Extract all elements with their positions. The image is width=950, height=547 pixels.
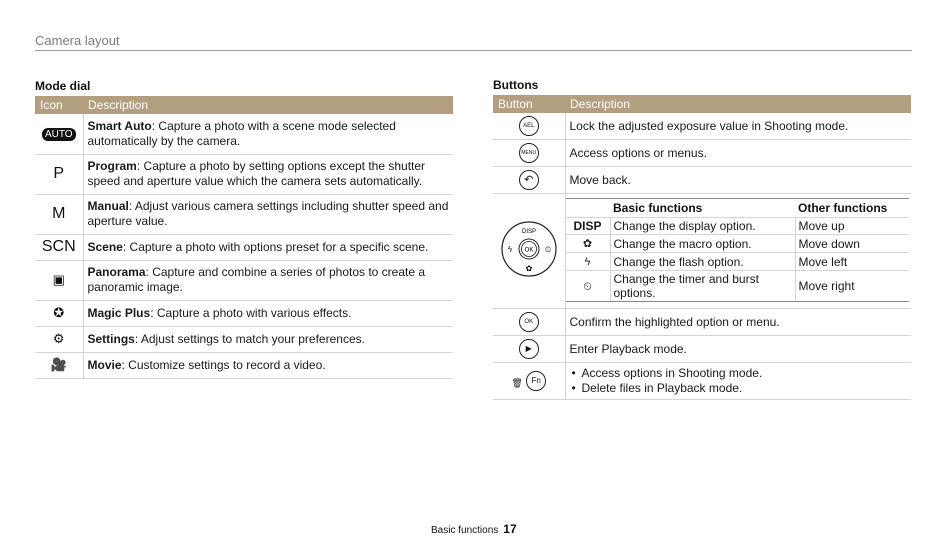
mode-description: : Capture a photo with various effects.	[150, 305, 352, 320]
mode-description: : Capture a photo with options preset for a specific scene.	[122, 239, 429, 254]
ael-button-icon: AEL	[519, 116, 539, 136]
navigation-dial-icon	[499, 219, 559, 279]
nav-row	[566, 271, 910, 302]
table-row	[35, 326, 453, 352]
mode-name: Magic Plus	[87, 305, 151, 320]
fn-button-icon: Fn	[526, 371, 546, 391]
mode-name: Scene	[87, 239, 123, 254]
nav-other-function: Move left	[795, 253, 909, 271]
manual-mode-icon: M	[52, 205, 66, 222]
magic-plus-mode-icon: ✪	[53, 305, 65, 320]
mode-name: Panorama	[87, 265, 146, 279]
dial-ok-label: OK	[524, 247, 534, 254]
button-description: Confirm the highlighted option or menu.	[565, 309, 911, 336]
auto-mode-icon: AUTO	[42, 128, 76, 141]
table-row	[35, 114, 453, 154]
table-row	[493, 309, 911, 336]
table-row	[493, 167, 911, 194]
settings-mode-icon: ⚙	[52, 331, 65, 346]
nav-other-function: Move up	[795, 218, 909, 235]
btn-col-description: Description	[565, 95, 911, 113]
back-button-icon: ↶	[519, 170, 539, 190]
mode-description: : Adjust various camera settings including shutter speed and aperture value.	[87, 199, 449, 228]
mode-description: : Customize settings to record a video.	[121, 357, 326, 372]
dial-macro-icon: ✿	[525, 264, 533, 273]
nav-other-function: Move down	[795, 235, 909, 253]
table-row	[35, 234, 453, 260]
ok-button-icon: OK	[519, 312, 539, 332]
buttons-title: Buttons	[493, 78, 539, 92]
list-item: • Access options in Shooting mode.	[582, 366, 908, 381]
mode-dial-title: Mode dial	[35, 79, 91, 93]
mode-description: : Capture and combine a series of photos to create a panoramic image.	[87, 265, 426, 294]
nav-basic-function: Change the display option.	[610, 218, 795, 235]
list-item: • Delete files in Playback mode.	[582, 381, 908, 396]
mode-name: Movie	[87, 357, 122, 372]
flash-icon: ϟ	[584, 256, 591, 268]
table-row	[35, 194, 453, 234]
nav-functions-table	[566, 198, 910, 302]
nav-dial-row	[493, 194, 911, 309]
table-row	[35, 260, 453, 300]
table-row	[493, 363, 911, 400]
button-description: Enter Playback mode.	[565, 336, 911, 363]
macro-icon: ✿	[582, 238, 593, 250]
scene-mode-icon: SCN	[41, 238, 76, 255]
movie-mode-icon: 🎥	[50, 357, 67, 372]
page-number: 17	[503, 522, 517, 536]
button-description: Access options or menus.	[565, 140, 911, 167]
timer-icon: ⏲	[583, 280, 592, 293]
nav-row	[566, 253, 910, 271]
page-header: Camera layout	[35, 33, 120, 48]
mode-description: : Capture a photo with a scene mode selected automatically by the camera.	[87, 118, 396, 148]
table-row	[493, 336, 911, 363]
menu-button-icon: MENU	[519, 143, 539, 163]
mode-description: : Capture a photo by setting options except the shutter speed and aperture value which the camera sets automatically.	[87, 159, 426, 188]
btn-col-button: Button	[493, 95, 565, 113]
table-row	[493, 113, 911, 140]
nav-basic-function: Change the macro option.	[610, 235, 795, 253]
panorama-mode-icon: ▣	[52, 272, 65, 287]
disp-icon: DISP	[573, 219, 602, 233]
trash-icon: 🗑	[511, 378, 523, 388]
mode-name: Smart Auto	[87, 118, 152, 133]
dial-flash-icon: ϟ	[507, 245, 513, 254]
mode-description: : Adjust settings to match your preferences.	[134, 331, 365, 346]
mode-name: Program	[87, 159, 137, 173]
button-description: Lock the adjusted exposure value in Shooting mode.	[565, 113, 911, 140]
button-description: Move back.	[565, 167, 911, 194]
nav-basic-function: Change the flash option.	[610, 253, 795, 271]
mode-dial-table	[35, 96, 453, 379]
table-row	[35, 352, 453, 378]
mode-name: Manual	[87, 199, 129, 213]
mode-name: Settings	[87, 331, 135, 346]
mode-col-icon: Icon	[35, 96, 83, 114]
buttons-table	[493, 95, 911, 400]
dial-disp-label: DISP	[521, 229, 536, 235]
mode-col-description: Description	[83, 96, 453, 114]
nav-col-basic: Basic functions	[610, 199, 795, 218]
table-row	[35, 154, 453, 194]
table-row	[35, 300, 453, 326]
header-rule	[35, 50, 912, 51]
nav-row	[566, 235, 910, 253]
nav-col-other: Other functions	[795, 199, 909, 218]
fn-bullet-list	[570, 366, 908, 396]
nav-other-function: Move right	[795, 271, 909, 302]
nav-col-icon	[566, 199, 611, 218]
nav-basic-function: Change the timer and burst options.	[610, 271, 795, 302]
table-row	[493, 140, 911, 167]
page-footer	[431, 522, 517, 536]
program-mode-icon: P	[53, 165, 65, 182]
dial-timer-icon: ⏲	[544, 245, 551, 254]
playback-button-icon: ▶	[519, 339, 539, 359]
nav-row	[566, 218, 910, 235]
footer-section: Basic functions	[431, 525, 499, 536]
